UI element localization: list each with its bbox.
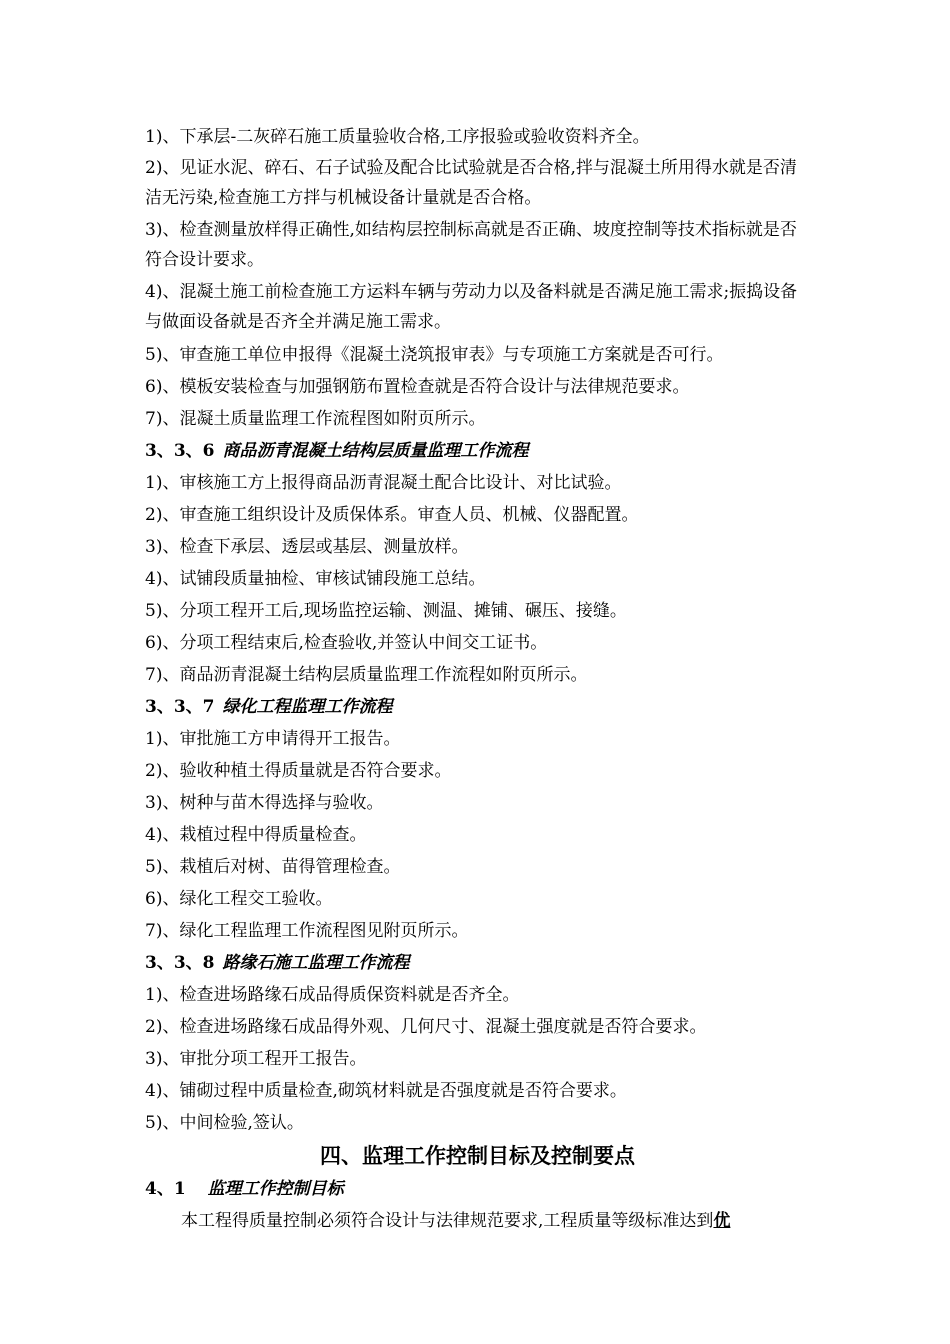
- paragraph: 4)、混凝土施工前检查施工方运料车辆与劳动力以及备料就是否满足施工需求;振捣设备与做面设备就是否齐全并满足施工需求。: [145, 282, 798, 332]
- paragraph: 1)、下承层-二灰碎石施工质量验收合格,工序报验或验收资料齐全。: [145, 127, 650, 147]
- list-item: 2)、检查进场路缘石成品得外观、几何尺寸、混凝土强度就是否符合要求。: [145, 1017, 707, 1037]
- list-item: 1)、审核施工方上报得商品沥青混凝土配合比设计、对比试验。: [145, 473, 622, 493]
- section-number: 3、3、7: [145, 697, 215, 717]
- paragraph: 7)、混凝土质量监理工作流程图如附页所示。: [145, 409, 486, 429]
- underlined-text: 优: [713, 1211, 731, 1231]
- list-item: 5)、栽植后对树、苗得管理检查。: [145, 857, 401, 877]
- paragraph: 6)、模板安装检查与加强钢筋布置检查就是否符合设计与法律规范要求。: [145, 377, 690, 397]
- list-item: 4)、铺砌过程中质量检查,砌筑材料就是否强度就是否符合要求。: [145, 1081, 627, 1101]
- chapter-heading: 四、监理工作控制目标及控制要点: [320, 1143, 635, 1168]
- list-item: 6)、绿化工程交工验收。: [145, 889, 333, 909]
- list-item: 3)、树种与苗木得选择与验收。: [145, 793, 384, 813]
- list-item: 5)、中间检验,签认。: [145, 1113, 304, 1133]
- list-item: 3)、审批分项工程开工报告。: [145, 1049, 367, 1069]
- section-title: 商品沥青混凝土结构层质量监理工作流程: [222, 441, 529, 461]
- list-item: 1)、检查进场路缘石成品得质保资料就是否齐全。: [145, 985, 520, 1005]
- section-heading-3-3-6: [145, 435, 810, 467]
- section-number: 3、3、6: [145, 441, 215, 461]
- list-item: 5)、分项工程开工后,现场监控运输、测温、摊铺、碾压、接缝。: [145, 601, 627, 621]
- list-item: 7)、绿化工程监理工作流程图见附页所示。: [145, 921, 469, 941]
- section-title: 路缘石施工监理工作流程: [222, 953, 410, 973]
- paragraph: 5)、审查施工单位申报得《混凝土浇筑报审表》与专项施工方案就是否可行。: [145, 345, 724, 365]
- paragraph: [145, 1205, 810, 1237]
- list-item: 4)、栽植过程中得质量检查。: [145, 825, 367, 845]
- list-item: 4)、试铺段质量抽检、审核试铺段施工总结。: [145, 569, 486, 589]
- section-title: 监理工作控制目标: [207, 1179, 344, 1199]
- section-heading-4-1: [145, 1173, 810, 1205]
- list-item: 7)、商品沥青混凝土结构层质量监理工作流程如附页所示。: [145, 665, 588, 685]
- list-item: 3)、检查下承层、透层或基层、测量放样。: [145, 537, 469, 557]
- section-number: 4、1: [145, 1179, 186, 1199]
- section-heading-3-3-8: [145, 947, 810, 979]
- paragraph: 2)、见证水泥、碎石、石子试验及配合比试验就是否合格,拌与混凝土所用得水就是否清洁无污染,检查施工方拌与机械设备计量就是否合格。: [145, 158, 797, 208]
- list-item: 1)、审批施工方申请得开工报告。: [145, 729, 401, 749]
- section-number: 3、3、8: [145, 953, 215, 973]
- list-item: 2)、验收种植土得质量就是否符合要求。: [145, 761, 452, 781]
- document-body: [145, 121, 810, 1237]
- paragraph: 3)、检查测量放样得正确性,如结构层控制标高就是否正确、坡度控制等技术指标就是否符合设计要求。: [145, 220, 797, 270]
- section-title: 绿化工程监理工作流程: [222, 697, 393, 717]
- paragraph-text: 本工程得质量控制必须符合设计与法律规范要求,工程质量等级标准达到: [181, 1211, 714, 1231]
- list-item: 2)、审查施工组织设计及质保体系。审查人员、机械、仪器配置。: [145, 505, 639, 525]
- section-heading-3-3-7: [145, 691, 810, 723]
- list-item: 6)、分项工程结束后,检查验收,并签认中间交工证书。: [145, 633, 548, 653]
